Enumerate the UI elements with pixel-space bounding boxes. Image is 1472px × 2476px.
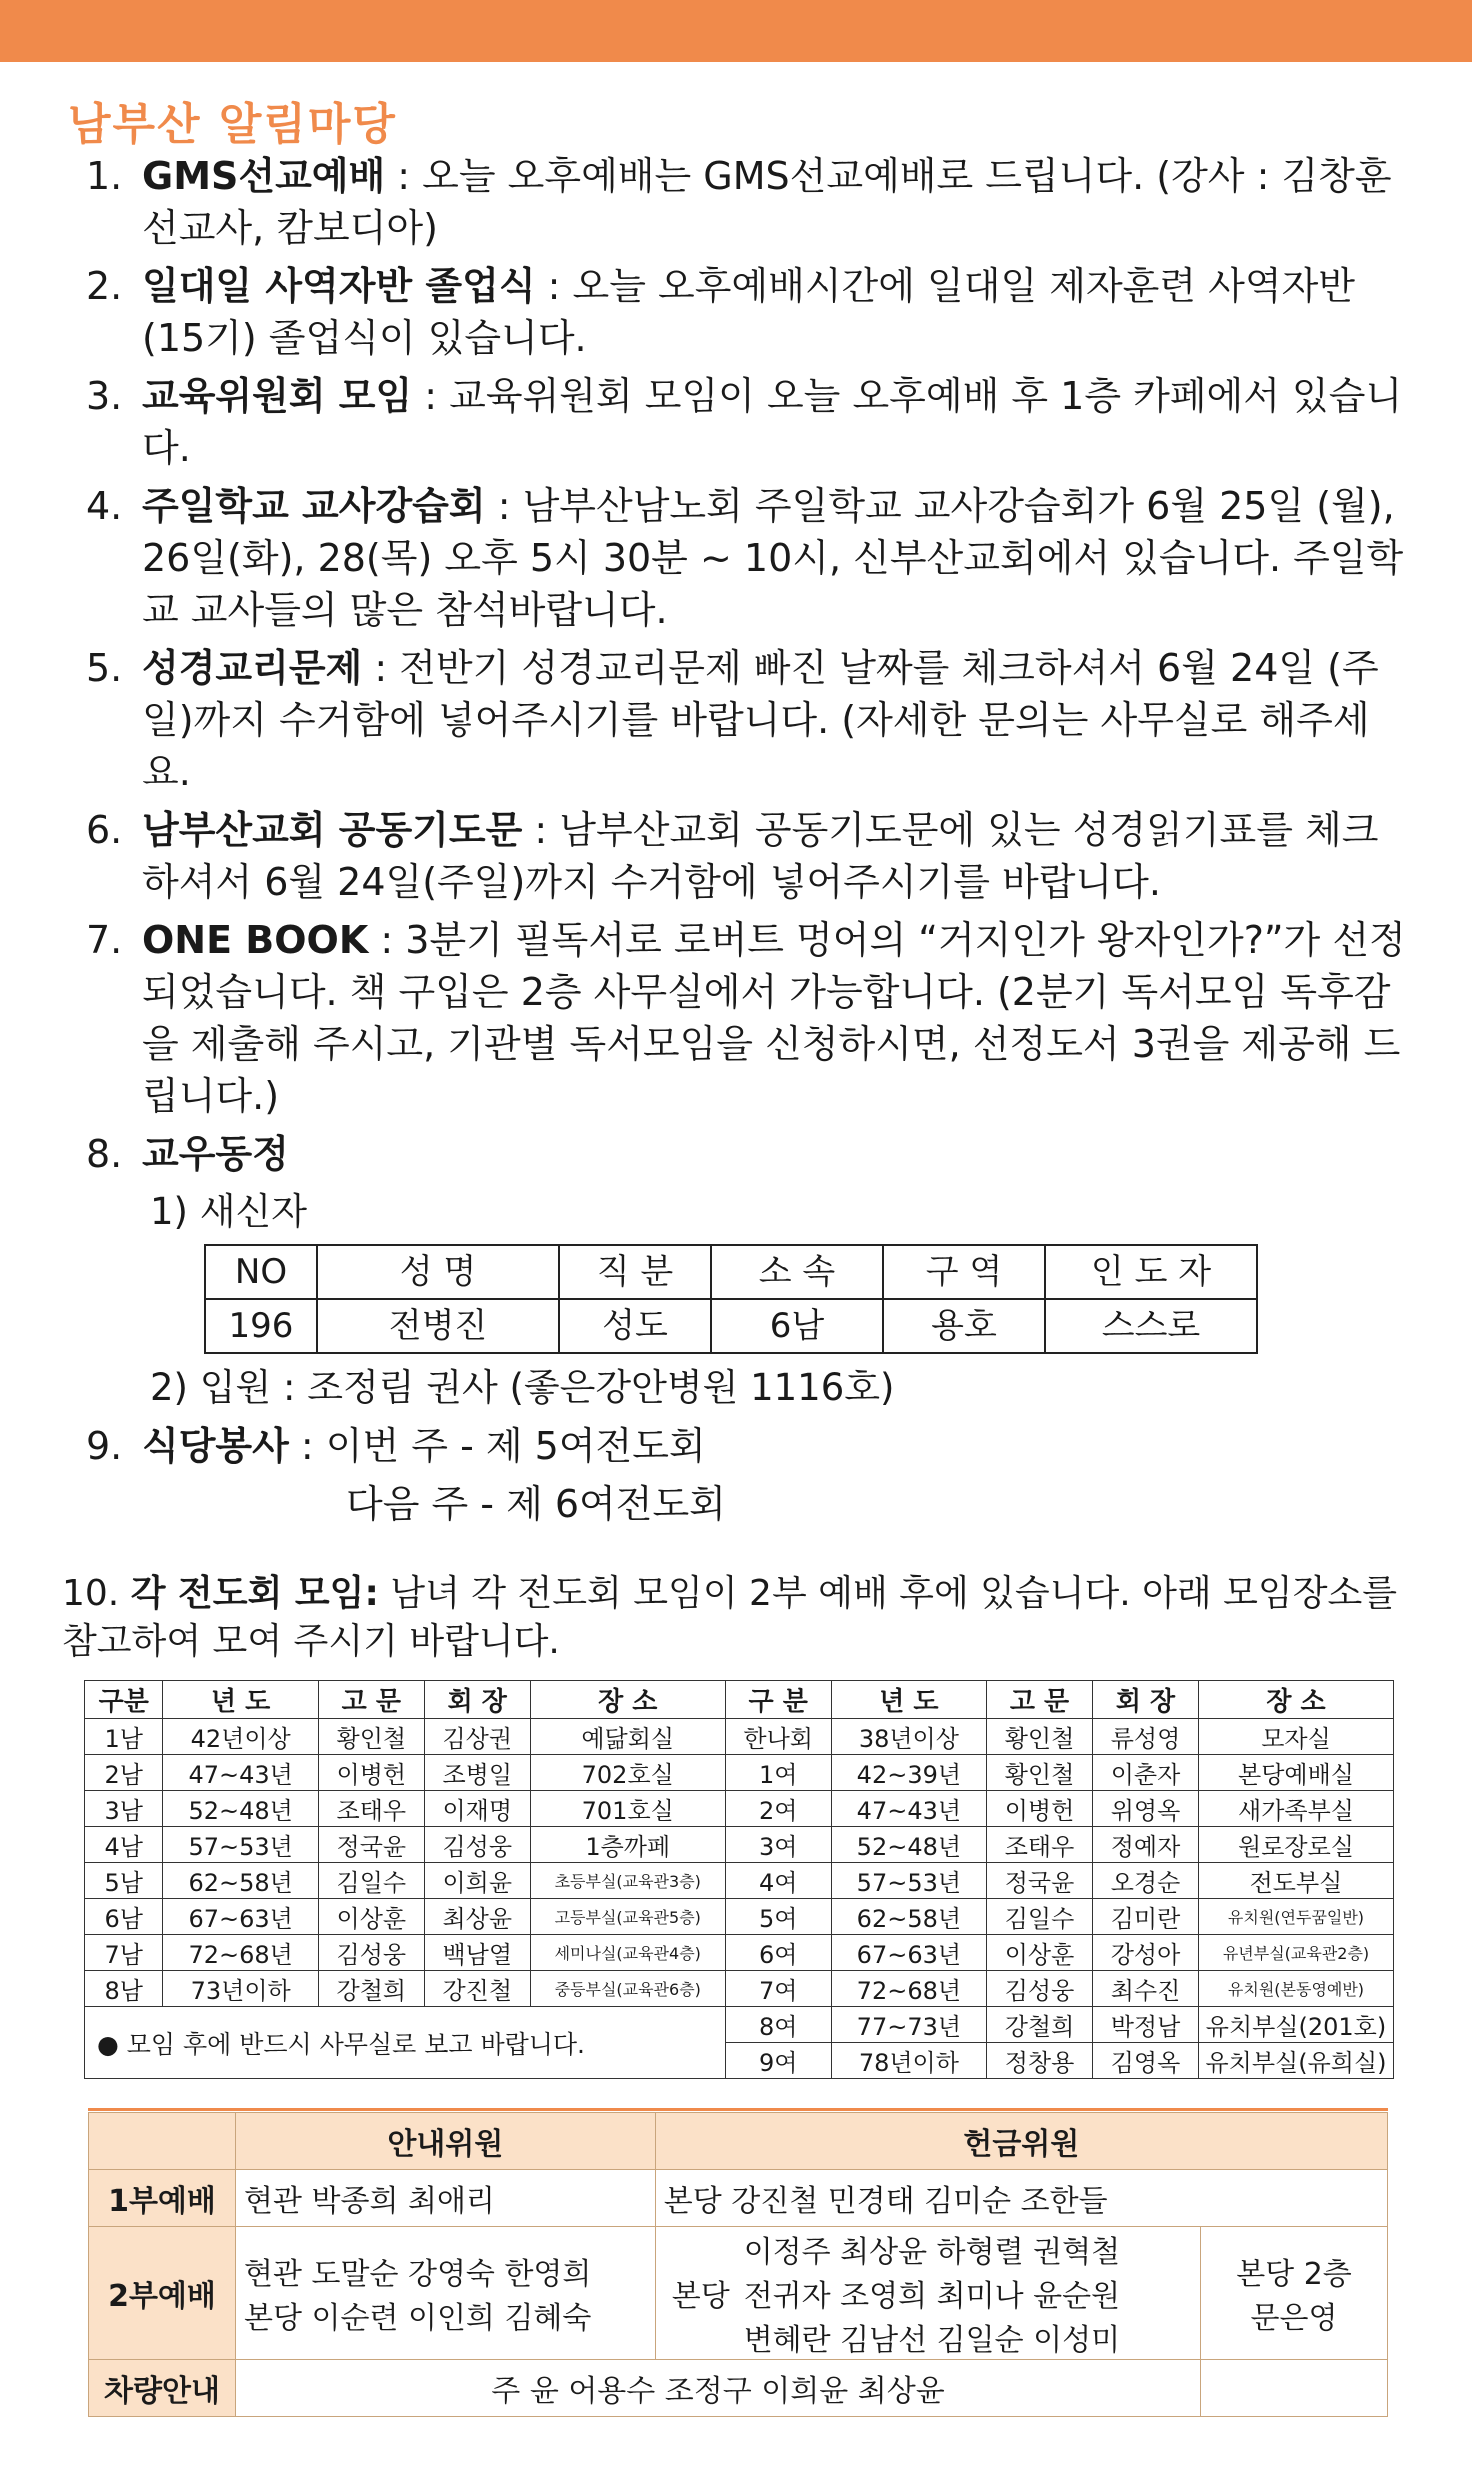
table-header-row — [85, 1681, 1394, 1719]
table-row — [85, 1971, 1394, 2007]
table-cell: 6남 — [85, 1899, 163, 1935]
table-cell: 57~53년 — [831, 1863, 986, 1899]
item-number: 3. — [86, 374, 123, 418]
offer-line: 변혜란 김남선 김일순 이성미 — [743, 2323, 1121, 2358]
notice-item-2 — [86, 260, 1406, 364]
col-header: 년 도 — [163, 1681, 318, 1719]
table-cell: 김상권 — [424, 1719, 530, 1755]
table-cell: 3남 — [85, 1791, 163, 1827]
table-cell: 정예자 — [1093, 1827, 1199, 1863]
table-cell: 초등부실(교육관3층) — [530, 1863, 725, 1899]
col-header: 구 분 — [725, 1681, 831, 1719]
table-row — [85, 1863, 1394, 1899]
item-heading: 남부산교회 공동기도문 — [142, 808, 523, 852]
table-cell: 한나회 — [725, 1719, 831, 1755]
item-text: 남녀 각 전도회 모임이 2부 예배 후에 있습니다. 아래 모임장소를 참고하여 모여 주시기 바랍니다. — [62, 1573, 1398, 1662]
item-number: 9. — [86, 1424, 123, 1468]
col-header: 장 소 — [530, 1681, 725, 1719]
table-cell: 8남 — [85, 1971, 163, 2007]
top-color-band — [0, 0, 1472, 62]
col-header: 소 속 — [711, 1245, 883, 1299]
item-number: 8. — [86, 1132, 123, 1176]
table-cell: 전도부실 — [1199, 1863, 1394, 1899]
table-row — [85, 2007, 1394, 2043]
item-heading: 교육위원회 모임 — [142, 374, 413, 418]
table-cell: 강철희 — [318, 1971, 424, 2007]
table-cell: 조태우 — [987, 1827, 1093, 1863]
table-cell: 김일수 — [318, 1863, 424, 1899]
table-cell: 유치부실(201호) — [1199, 2007, 1394, 2043]
guide-line: 본당 이순련 이인희 김혜숙 — [244, 2301, 592, 2336]
table-cell: 이상훈 — [987, 1935, 1093, 1971]
item-text: : 오늘 오후예배는 GMS선교예배로 드립니다. (강사 : 김창훈 선교사, 캄보디아) — [142, 154, 1392, 250]
table-cell: 김성웅 — [424, 1827, 530, 1863]
table-cell: 유년부실(교육관2층) — [1199, 1935, 1394, 1971]
item-text: : 남부산교회 공동기도문에 있는 성경읽기표를 체크하셔서 6월 24일(주일)까지 수거함에 넣어주시기를 바랍니다. — [142, 808, 1379, 904]
table-cell: 72~68년 — [163, 1935, 318, 1971]
kitchen-next-week: 다음 주 - 제 6여전도회 — [346, 1482, 726, 1526]
table-cell: 김미란 — [1093, 1899, 1199, 1935]
table-cell: 김영옥 — [1093, 2043, 1199, 2079]
item-heading: 교우동정 — [142, 1132, 289, 1176]
table-cell: 42~39년 — [831, 1755, 986, 1791]
table-cell: 42년이상 — [163, 1719, 318, 1755]
col-header: 인 도 자 — [1045, 1245, 1257, 1299]
table-cell: 유치원(본동영예반) — [1199, 1971, 1394, 2007]
volunteer-table — [88, 2112, 1388, 2417]
table-header-row — [205, 1245, 1257, 1299]
table-row — [85, 1755, 1394, 1791]
table-cell: 이병헌 — [318, 1755, 424, 1791]
offer-line: 전귀자 조영희 최미나 윤순원 — [743, 2279, 1121, 2314]
col-header: 안내위원 — [236, 2113, 656, 2170]
table-cell: 고등부실(교육관5층) — [530, 1899, 725, 1935]
table-cell: 1여 — [725, 1755, 831, 1791]
table-cell: 김성웅 — [318, 1935, 424, 1971]
table-cell — [236, 2227, 656, 2360]
table-cell: 김일수 — [987, 1899, 1093, 1935]
table-cell: 6남 — [711, 1299, 883, 1353]
notice-item-10 — [62, 1570, 1402, 1666]
table-cell: 8여 — [725, 2007, 831, 2043]
table-header-row — [89, 2113, 1388, 2170]
item-text: : 남부산남노회 주일학교 교사강습회가 6월 25일 (월), 26일(화), 28(목) 오후 5시 30분 ~ 10시, 신부산교회에서 있습니다. 주일학교 교사들의 많은 참석바랍니다. — [142, 484, 1404, 632]
table-cell: 세미나실(교육관4층) — [530, 1935, 725, 1971]
table-cell: 중등부실(교육관6층) — [530, 1971, 725, 2007]
table-cell: 김성웅 — [987, 1971, 1093, 2007]
col-header: 고 문 — [318, 1681, 424, 1719]
new-member-table — [204, 1244, 1258, 1354]
table-cell: 3여 — [725, 1827, 831, 1863]
row-label: 차량안내 — [89, 2360, 236, 2417]
table-row — [85, 1791, 1394, 1827]
table-cell: 새가족부실 — [1199, 1791, 1394, 1827]
offer-place: 본당 — [671, 2279, 730, 2314]
groups-table — [84, 1680, 1394, 2079]
table-cell: 전병진 — [317, 1299, 559, 1353]
table-cell: 박정남 — [1093, 2007, 1199, 2043]
item-number: 7. — [86, 918, 123, 962]
table-cell: 73년이하 — [163, 1971, 318, 2007]
table-cell — [655, 2227, 1200, 2360]
table-cell: 67~63년 — [163, 1899, 318, 1935]
table-cell: 오경순 — [1093, 1863, 1199, 1899]
item-text: : 3분기 필독서로 로버트 멍어의 “거지인가 왕자인가?”가 선정되었습니다. 책 구입은 2층 사무실에서 가능합니다. (2분기 독서모임 독후감을 제출해 주시고, 기관별 독서모임을 신청하시면, 선정도서 3권을 제공해 드립니다.) — [142, 918, 1406, 1118]
table-row — [89, 2360, 1388, 2417]
table-cell: 강철희 — [987, 2007, 1093, 2043]
table-cell: 이재명 — [424, 1791, 530, 1827]
notice-item-5 — [86, 642, 1406, 798]
table-cell: 황인철 — [318, 1719, 424, 1755]
item-heading: 성경교리문제 — [142, 646, 363, 690]
table-cell: 7남 — [85, 1935, 163, 1971]
table-cell: 5여 — [725, 1899, 831, 1935]
table-cell: 이춘자 — [1093, 1755, 1199, 1791]
table-cell: 정국윤 — [987, 1863, 1093, 1899]
table-cell: 52~48년 — [831, 1827, 986, 1863]
notice-item-9 — [86, 1420, 1406, 1472]
table-row — [85, 1719, 1394, 1755]
table-cell: 67~63년 — [831, 1935, 986, 1971]
item-number: 1. — [86, 154, 123, 198]
table-cell: 최상윤 — [424, 1899, 530, 1935]
notice-item-6 — [86, 804, 1406, 908]
table-cell: 57~53년 — [163, 1827, 318, 1863]
table-cell: 최수진 — [1093, 1971, 1199, 2007]
corner-cell — [89, 2113, 236, 2170]
report-note: ● 모임 후에 반드시 사무실로 보고 바랍니다. — [85, 2007, 726, 2079]
table-row — [205, 1299, 1257, 1353]
table-cell: 현관 박종희 최애리 — [236, 2170, 656, 2227]
hospital-notice: 2) 입원 : 조정림 권사 (좋은강안병원 1116호) — [150, 1366, 895, 1409]
table-cell: 스스로 — [1045, 1299, 1257, 1353]
table-cell: 701호실 — [530, 1791, 725, 1827]
table-cell: 38년이상 — [831, 1719, 986, 1755]
table-cell — [1201, 2227, 1388, 2360]
table-cell: 6여 — [725, 1935, 831, 1971]
new-member-subheading: 1) 새신자 — [150, 1190, 307, 1233]
item-text: : 교육위원회 모임이 오늘 오후예배 후 1층 카페에서 있습니다. — [142, 374, 1403, 470]
table-cell: 원로장로실 — [1199, 1827, 1394, 1863]
table-cell: 이병헌 — [987, 1791, 1093, 1827]
table-cell: 본당 강진철 민경태 김미순 조한들 — [655, 2170, 1387, 2227]
table-cell: 황인철 — [987, 1719, 1093, 1755]
table-cell — [1201, 2360, 1388, 2417]
table-row — [85, 1935, 1394, 1971]
guide-line: 현관 도말순 강영숙 한영희 — [244, 2257, 592, 2292]
col-header: 직 분 — [559, 1245, 711, 1299]
notice-item-3 — [86, 370, 1406, 474]
item-heading: 식당봉사 — [142, 1424, 289, 1468]
table-cell: 52~48년 — [163, 1791, 318, 1827]
item-heading: ONE BOOK — [142, 918, 369, 962]
table-cell: 62~58년 — [831, 1899, 986, 1935]
table-cell: 류성영 — [1093, 1719, 1199, 1755]
table-row — [89, 2227, 1388, 2360]
offer-line: 이정주 최상윤 하형렬 권혁철 — [743, 2235, 1121, 2270]
table-cell: 4여 — [725, 1863, 831, 1899]
table-cell: 정국윤 — [318, 1827, 424, 1863]
table-cell: 77~73년 — [831, 2007, 986, 2043]
item-heading: GMS선교예배 — [142, 154, 386, 198]
table-cell: 성도 — [559, 1299, 711, 1353]
table-cell: 196 — [205, 1299, 317, 1353]
col-header: 헌금위원 — [655, 2113, 1387, 2170]
table-cell: 47~43년 — [163, 1755, 318, 1791]
item-number: 10. — [62, 1573, 120, 1614]
table-cell: 702호실 — [530, 1755, 725, 1791]
row-label: 2부예배 — [89, 2227, 236, 2360]
item-heading: 일대일 사역자반 졸업식 — [142, 264, 536, 308]
table-cell: 모자실 — [1199, 1719, 1394, 1755]
table-cell: 유치원(연두꿈일반) — [1199, 1899, 1394, 1935]
table-cell: 예닮회실 — [530, 1719, 725, 1755]
col-header: NO — [205, 1245, 317, 1299]
table-cell: 본당예배실 — [1199, 1755, 1394, 1791]
col-header: 회 장 — [1093, 1681, 1199, 1719]
offer-names — [744, 2227, 1120, 2359]
table-cell: 강진철 — [424, 1971, 530, 2007]
table-row — [85, 1899, 1394, 1935]
table-cell: 정창용 — [987, 2043, 1093, 2079]
table-cell: 주 윤 어용수 조정구 이희윤 최상윤 — [236, 2360, 1201, 2417]
item-text: : 이번 주 - 제 5여전도회 — [288, 1424, 706, 1468]
col-header: 년 도 — [831, 1681, 986, 1719]
table-cell: 7여 — [725, 1971, 831, 2007]
item-heading: 주일학교 교사강습회 — [142, 484, 486, 528]
table-cell: 이상훈 — [318, 1899, 424, 1935]
notice-item-8 — [86, 1128, 1406, 1180]
col-header: 고 문 — [987, 1681, 1093, 1719]
page-title: 남부산 알림마당 — [68, 99, 397, 150]
extra-line: 문은영 — [1250, 2301, 1338, 2336]
table-row — [89, 2170, 1388, 2227]
table-cell: 용호 — [883, 1299, 1045, 1353]
table-cell: 1층까페 — [530, 1827, 725, 1863]
col-header: 장 소 — [1199, 1681, 1394, 1719]
col-header: 구 역 — [883, 1245, 1045, 1299]
notice-item-4 — [86, 480, 1406, 636]
table-cell: 1남 — [85, 1719, 163, 1755]
table-cell: 조태우 — [318, 1791, 424, 1827]
notice-item-1 — [86, 150, 1406, 254]
item-text: : 전반기 성경교리문제 빠진 날짜를 체크하셔서 6월 24일 (주일)까지 수거함에 넣어주시기를 바랍니다. (자세한 문의는 사무실로 해주세요. — [142, 646, 1379, 794]
item-number: 6. — [86, 808, 123, 852]
groups-table-wrap — [84, 1680, 1394, 2079]
col-header: 성 명 — [317, 1245, 559, 1299]
notice-list — [86, 150, 1406, 1530]
table-cell: 위영옥 — [1093, 1791, 1199, 1827]
table-cell: 78년이하 — [831, 2043, 986, 2079]
table-cell: 백남열 — [424, 1935, 530, 1971]
table-cell: 62~58년 — [163, 1863, 318, 1899]
item-number: 4. — [86, 484, 123, 528]
col-header: 회 장 — [424, 1681, 530, 1719]
item-number: 5. — [86, 646, 123, 690]
divider — [88, 2108, 1388, 2111]
item-heading: 각 전도회 모임: — [130, 1573, 379, 1614]
table-cell: 이희윤 — [424, 1863, 530, 1899]
table-cell: 4남 — [85, 1827, 163, 1863]
notice-item-7 — [86, 914, 1406, 1122]
table-cell: 9여 — [725, 2043, 831, 2079]
table-cell: 72~68년 — [831, 1971, 986, 2007]
table-cell: 47~43년 — [831, 1791, 986, 1827]
table-cell: 조병일 — [424, 1755, 530, 1791]
table-cell: 유치부실(유희실) — [1199, 2043, 1394, 2079]
table-cell: 5남 — [85, 1863, 163, 1899]
item-text: : 오늘 오후예배시간에 일대일 제자훈련 사역자반 (15기) 졸업식이 있습니다. — [142, 264, 1355, 360]
item-number: 2. — [86, 264, 123, 308]
table-cell: 2여 — [725, 1791, 831, 1827]
table-row — [85, 1827, 1394, 1863]
col-header: 구분 — [85, 1681, 163, 1719]
table-cell: 황인철 — [987, 1755, 1093, 1791]
extra-line: 본당 2층 — [1236, 2257, 1352, 2292]
table-cell: 강성아 — [1093, 1935, 1199, 1971]
row-label: 1부예배 — [89, 2170, 236, 2227]
table-cell: 2남 — [85, 1755, 163, 1791]
